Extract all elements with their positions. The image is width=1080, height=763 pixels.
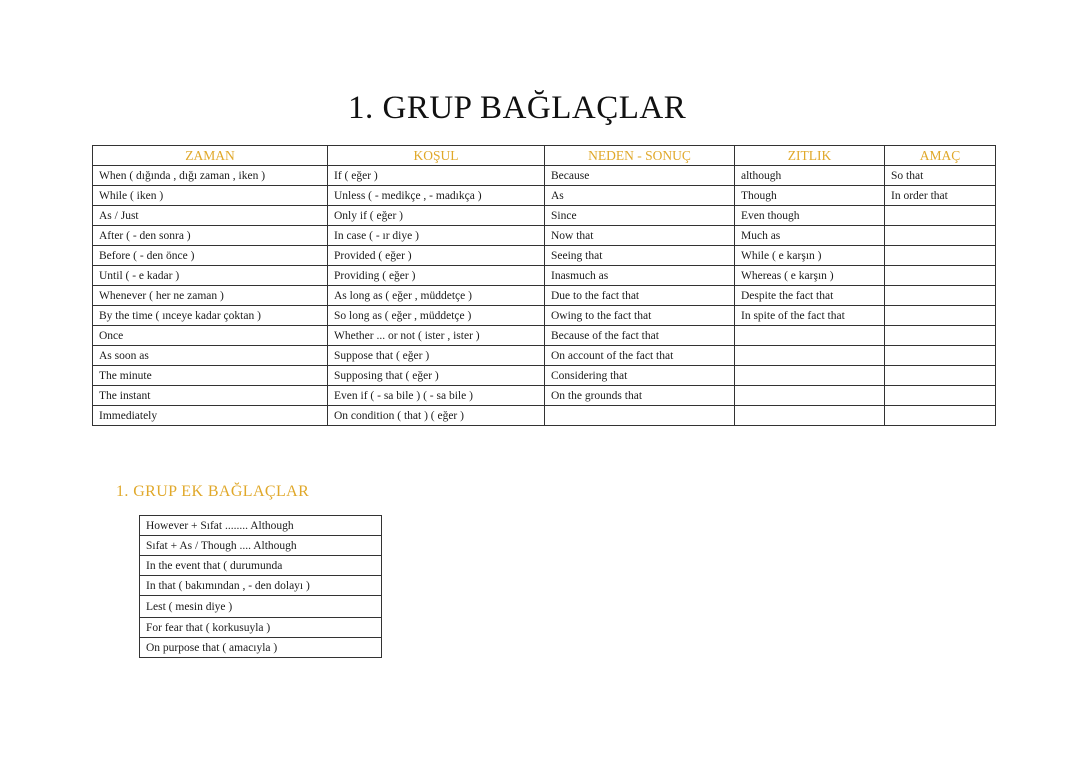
table-cell: Considering that bbox=[545, 366, 735, 386]
table-cell: In order that bbox=[885, 186, 996, 206]
table-cell: Now that bbox=[545, 226, 735, 246]
table-cell: As long as ( eğer , müddetçe ) bbox=[328, 286, 545, 306]
table-cell: Though bbox=[735, 186, 885, 206]
section-title: 1. GRUP EK BAĞLAÇLAR bbox=[116, 483, 310, 500]
table-cell bbox=[885, 286, 996, 306]
table-body bbox=[93, 166, 996, 426]
table-cell: Due to the fact that bbox=[545, 286, 735, 306]
table-row bbox=[93, 346, 996, 366]
table-cell: On the grounds that bbox=[545, 386, 735, 406]
table-cell: Once bbox=[93, 326, 328, 346]
table-cell: On account of the fact that bbox=[545, 346, 735, 366]
table-row bbox=[93, 306, 996, 326]
table-cell: Before ( - den önce ) bbox=[93, 246, 328, 266]
table-cell bbox=[885, 406, 996, 426]
header-zitlik: ZITLIK bbox=[735, 146, 885, 166]
table-cell bbox=[885, 326, 996, 346]
table-cell: Even though bbox=[735, 206, 885, 226]
table-cell: So that bbox=[885, 166, 996, 186]
table-row bbox=[93, 266, 996, 286]
table-row bbox=[93, 406, 996, 426]
table-row bbox=[140, 596, 382, 618]
table-cell: After ( - den sonra ) bbox=[93, 226, 328, 246]
table-cell: Sıfat + As / Though .... Although bbox=[140, 536, 382, 556]
extra-conjunctions-table bbox=[139, 515, 382, 658]
table-cell: If ( eğer ) bbox=[328, 166, 545, 186]
table-cell: In that ( bakımından , - den dolayı ) bbox=[140, 576, 382, 596]
table-cell bbox=[545, 406, 735, 426]
table-cell bbox=[735, 346, 885, 366]
page-title: 1. GRUP BAĞLAÇLAR bbox=[348, 90, 687, 126]
table-cell: In the event that ( durumunda bbox=[140, 556, 382, 576]
table-cell bbox=[735, 326, 885, 346]
table-row bbox=[140, 576, 382, 596]
table-cell: Until ( - e kadar ) bbox=[93, 266, 328, 286]
table-cell bbox=[885, 266, 996, 286]
table-cell bbox=[735, 366, 885, 386]
table-cell bbox=[885, 246, 996, 266]
table-cell bbox=[735, 386, 885, 406]
table-cell: For fear that ( korkusuyla ) bbox=[140, 618, 382, 638]
table-row bbox=[140, 516, 382, 536]
header-amac: AMAÇ bbox=[885, 146, 996, 166]
table-cell: although bbox=[735, 166, 885, 186]
table-cell: Supposing that ( eğer ) bbox=[328, 366, 545, 386]
table-cell: Only if ( eğer ) bbox=[328, 206, 545, 226]
table-cell: Inasmuch as bbox=[545, 266, 735, 286]
table-cell: Whenever ( her ne zaman ) bbox=[93, 286, 328, 306]
table-cell: Because of the fact that bbox=[545, 326, 735, 346]
table-cell: In spite of the fact that bbox=[735, 306, 885, 326]
table-cell: Lest ( mesin diye ) bbox=[140, 596, 382, 618]
table-cell: Owing to the fact that bbox=[545, 306, 735, 326]
table-cell: Whether ... or not ( ister , ister ) bbox=[328, 326, 545, 346]
table-header-row bbox=[93, 146, 996, 166]
table-cell bbox=[885, 366, 996, 386]
table-row bbox=[140, 618, 382, 638]
table-row bbox=[93, 206, 996, 226]
conjunctions-table bbox=[92, 145, 996, 426]
table-row bbox=[93, 186, 996, 206]
table-cell: Because bbox=[545, 166, 735, 186]
table-cell: As soon as bbox=[93, 346, 328, 366]
table-row bbox=[93, 386, 996, 406]
table-cell: As / Just bbox=[93, 206, 328, 226]
table-cell: While ( e karşın ) bbox=[735, 246, 885, 266]
table-row bbox=[140, 536, 382, 556]
table-cell: Whereas ( e karşın ) bbox=[735, 266, 885, 286]
table-row bbox=[93, 246, 996, 266]
table-cell: Despite the fact that bbox=[735, 286, 885, 306]
header-neden-sonuc: NEDEN - SONUÇ bbox=[545, 146, 735, 166]
table-cell: Provided ( eğer ) bbox=[328, 246, 545, 266]
table-row bbox=[93, 366, 996, 386]
table-cell bbox=[885, 346, 996, 366]
table-cell: Suppose that ( eğer ) bbox=[328, 346, 545, 366]
table-cell: Since bbox=[545, 206, 735, 226]
table-cell: In case ( - ır diye ) bbox=[328, 226, 545, 246]
table-cell: Immediately bbox=[93, 406, 328, 426]
table-cell bbox=[885, 206, 996, 226]
table-cell bbox=[885, 226, 996, 246]
table-cell: Unless ( - medikçe , - madıkça ) bbox=[328, 186, 545, 206]
table-row bbox=[140, 638, 382, 658]
table-cell: The instant bbox=[93, 386, 328, 406]
table-cell bbox=[735, 406, 885, 426]
header-zaman: ZAMAN bbox=[93, 146, 328, 166]
table-cell: However + Sıfat ........ Although bbox=[140, 516, 382, 536]
table-cell: As bbox=[545, 186, 735, 206]
table-cell: On purpose that ( amacıyla ) bbox=[140, 638, 382, 658]
table-cell: When ( dığında , dığı zaman , iken ) bbox=[93, 166, 328, 186]
table-cell: So long as ( eğer , müddetçe ) bbox=[328, 306, 545, 326]
table-cell: Even if ( - sa bile ) ( - sa bile ) bbox=[328, 386, 545, 406]
table-row bbox=[93, 286, 996, 306]
table-cell bbox=[885, 386, 996, 406]
table-row bbox=[93, 166, 996, 186]
table-cell: The minute bbox=[93, 366, 328, 386]
table-cell: Seeing that bbox=[545, 246, 735, 266]
table-row bbox=[140, 556, 382, 576]
table-cell: By the time ( ınceye kadar çoktan ) bbox=[93, 306, 328, 326]
table-cell: On condition ( that ) ( eğer ) bbox=[328, 406, 545, 426]
table-cell bbox=[885, 306, 996, 326]
table-row bbox=[93, 326, 996, 346]
table-cell: While ( iken ) bbox=[93, 186, 328, 206]
header-kosul: KOŞUL bbox=[328, 146, 545, 166]
table-cell: Providing ( eğer ) bbox=[328, 266, 545, 286]
table-cell: Much as bbox=[735, 226, 885, 246]
table-row bbox=[93, 226, 996, 246]
